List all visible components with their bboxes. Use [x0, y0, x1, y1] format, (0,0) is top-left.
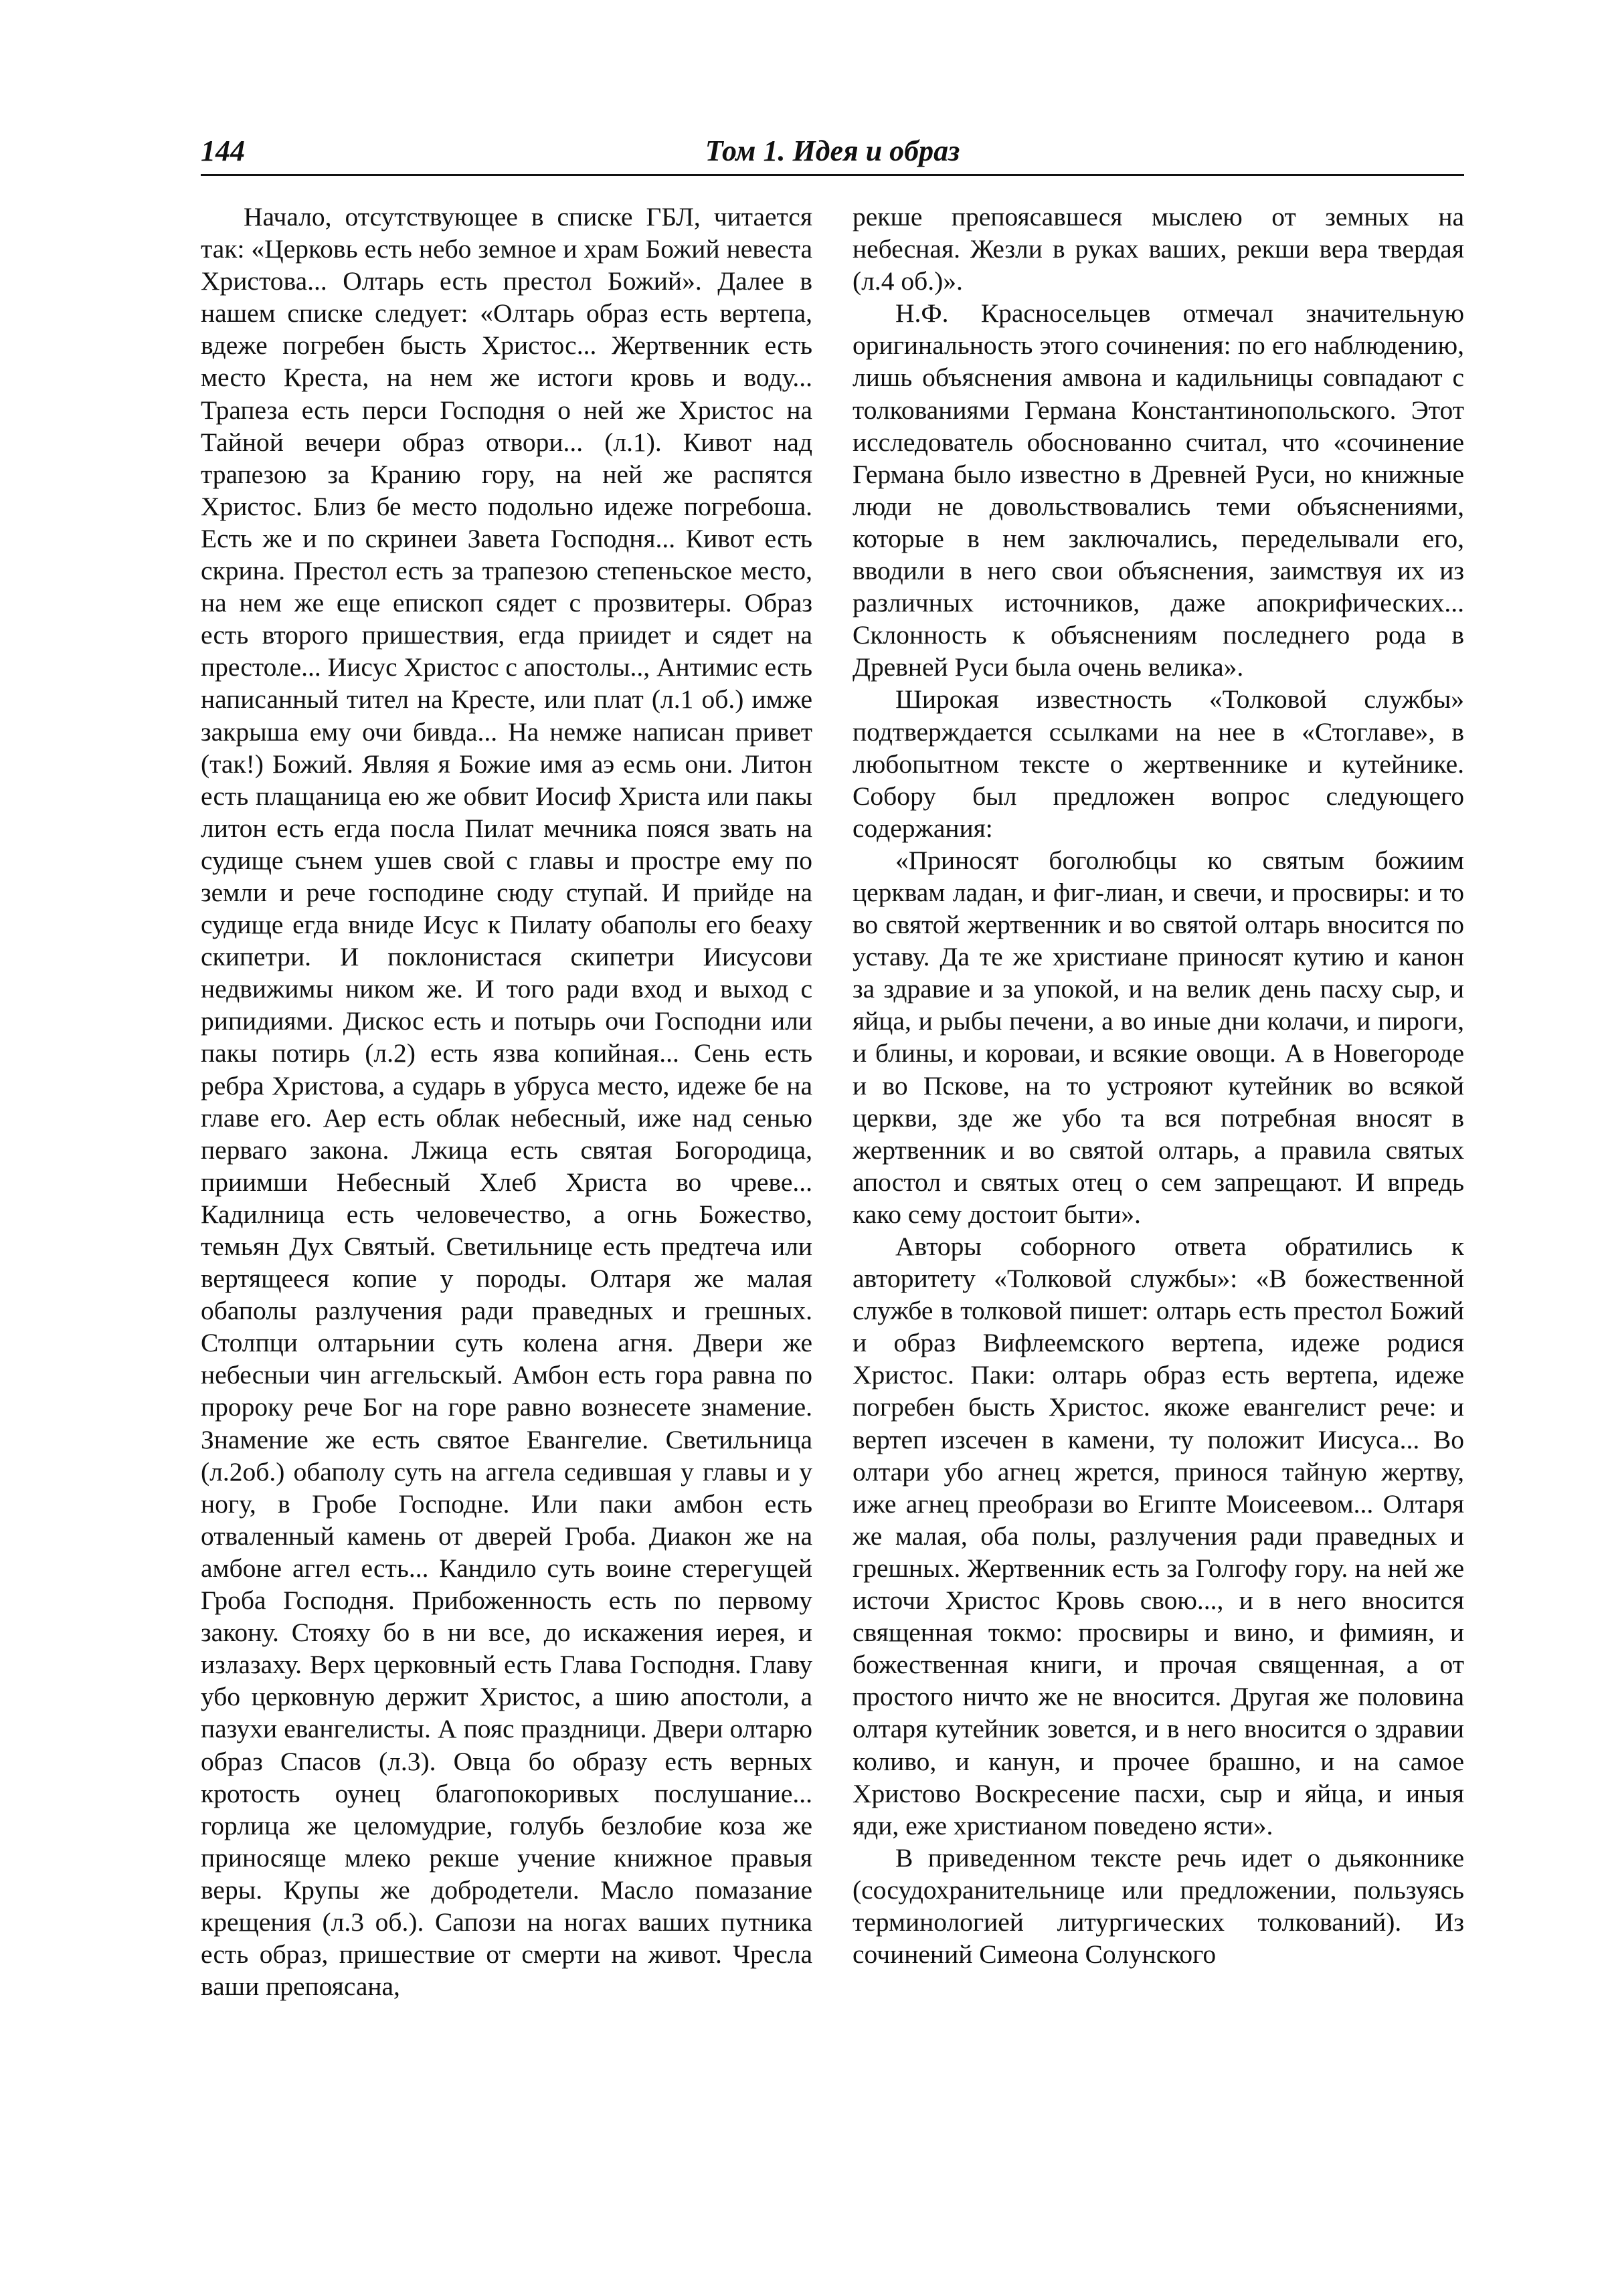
page-number: 144 — [201, 134, 245, 167]
paragraph: Широкая известность «Толковой службы» подтверждается ссылками на нее в «Стоглаве», в любопытном тексте о жертвеннике и кутейнике. Собору был предложен вопрос следующего содержания: — [853, 684, 1464, 843]
paragraph: Н.Ф. Красносельцев отмечал значительную оригинальность этого сочинения: по его наблюдению, лишь объяснения амвона и кадильницы совпадают с толкованиями Германа Константинопольского. Этот исследователь обоснованно считал, что «сочинение Германа было известно в Древней Руси, но книжные люди не довольствовались теми объяснениями, которые в нем заключались, переделывали его, вводили в него свои объяснения, заимствуя их из различных источников, даже апокрифических... Склонность к объяснениям последнего рода в Древней Руси была очень велика». — [853, 298, 1464, 682]
running-title: Том 1. Идея и образ — [705, 134, 960, 167]
left-column — [201, 201, 812, 2221]
paragraph: Начало, отсутствующее в списке ГБЛ, читается так: «Церковь есть небо земное и храм Божий невеста Христова... Олтарь есть престол Божий». Далее в нашем списке следует: «Олтарь образ есть вертепа, вдеже погребен бысть Христос... Жертвенник есть место Креста, на нем же истоги кровь и воду... Трапеза есть перси Господня о ней же Христос на Тайной вечери образ отвори... (л.1). Кивот над трапезою за Кранию гору, на ней же распятся Христос. Близ бе место подольно идеже погребоша. Есть же и по скринеи Завета Господня... Кивот есть скрина. Престол есть за трапезою степеньское место, на нем же еще епископ сядет с прозвитеры. Образ есть второго пришествия, егда приидет и сядет на престоле... Иисус Христос с апостолы.., Антимис есть написанный тител на Кресте, или плат (л.1 об.) имже закрыша ему очи бивда... На немже написан привет (так!) Божий. Являя я Божие имя аэ есмь они. Литон есть плащаница ею же обвит Иосиф Христа или пакы литон есть егда посла Пилат мечника пояся звать на судище сънем ушев свой с главы и простре ему по земли и рече господине сюду ступай. И прийде на судище егда вниде Исус к Пилату обаполы его беаху скипетри. И поклонистася скипетри Иисусови недвижимы ником же. И того ради вход и выход с рипидиями. Дискос есть и потырь очи Господни или пакы потирь (л.2) есть язва копийная... Сень есть ребра Христова, а сударь в убруса место, идеже бе на главе его. Аер есть облак небесный, иже над сенью перваго закона. Лжица есть святая Богородица, приимши Небесный Хлеб Христа во чреве... Кадилница есть человечество, а огнь Божество, темьян Дух Святый. Светильнице есть предтеча или вертящееся копие у породы. Олтаря же малая обаполы разлучения ради праведных и грешных. Столпци олтарьнии суть колена агня. Двери же небесныи чин аггельскый. Амбон есть гора равна по пророку рече Бог на горе равно вознесете знамение. Знамение же есть святое Евангелие. Светильница (л.2об.) обаполу суть на аггела седившая у главы и у ногу, в Гробе Господне. Или паки амбон есть отваленный камень от дверей Гроба. Диакон же на амбоне аггел есть... Кандило суть воине стерегущей Гроба Господня. Прибоженность есть по первому закону. Стояху бо в ни все, до искажения иерея, и излазаху. Верх церковный есть Глава Господня. Главу убо церковную держит Христос, а шию апостоли, а пазухи евангелисты. А пояс праздници. Двери олтарю образ Спасов (л.3). Овца бо образу есть верных кротость оунец благопокоривых послушание... горлица же целомудрие, голубь безлобие коза же приносяще млеко рекше учение книжное правыя веры. Крупы же добродетели. Масло помазание крещения (л.3 об.). Сапози на ногах ваших путника есть образ, пришествие от смерти на живот. Чресла ваши препоясана, — [201, 202, 812, 2002]
right-column — [853, 201, 1464, 2221]
paragraph: Авторы соборного ответа обратились к авторитету «Толковой службы»: «В божественной службе в толковой пишет: олтарь есть престол Божий и образ Вифлеемского вертепа, идеже родися Христос. Паки: олтарь образ есть вертепа, идеже погребен бысть Христос. якоже евангелист рече: и вертеп изсечен в камени, ту положит Иисуса... Во олтари убо агнец жрется, принося тайную жертву, иже агнец преобрази во Египте Моисеевом... Олтаря же малая, оба полы, разлучения ради праведных и грешных. Жертвенник есть за Голгофу гору. на ней же источи Христос Кровь свою..., и в него вносится священная токмо: просвиры и вино, и фимиян, и божественная книги, и прочая священная, а от простого ничто же не вносится. Другая же половина олтаря кутейник зовется, и в него вносится о здравии коливо, и канун, и прочее брашно, и на самое Христово Воскресение пасхи, сыр и яйца, и иныя яди, еже христианом поведено ясти». — [853, 1232, 1464, 1840]
running-head — [201, 131, 1464, 176]
paragraph: В приведенном тексте речь идет о дьяконнике (сосудохранительнице или предложении, пользуясь терминологией литургических толкований). Из сочинений Симеона Солунского — [853, 1842, 1464, 1970]
quotation-paragraph: «Приносят боголюбцы ко святым божиим церквам ладан, и фиг-лиан, и свечи, и просвиры: и то во святой жертвенник и во святой олтарь вносится по уставу. Да те же христиане приносят кутию и канон за здравие и за упокой, и на велик день пасху сыр, и яйца, и рыбы печени, а во иные дни колачи, и пироги, и блины, и короваи, и всякие овощи. А в Новегороде и во Пскове, на то устрояют кутейник во всякой церкви, зде же убо та вся потребная вносят в жертвенник и во святой олтарь, а правила святых апостол и святых отец о сем запрещают. И впредь како сему достоит быти». — [853, 845, 1464, 1229]
paragraph-continued: рекше препоясавшеся мыслею от земных на небесная. Жезли в руках ваших, рекши вера твердая (л.4 об.)». — [853, 202, 1464, 296]
